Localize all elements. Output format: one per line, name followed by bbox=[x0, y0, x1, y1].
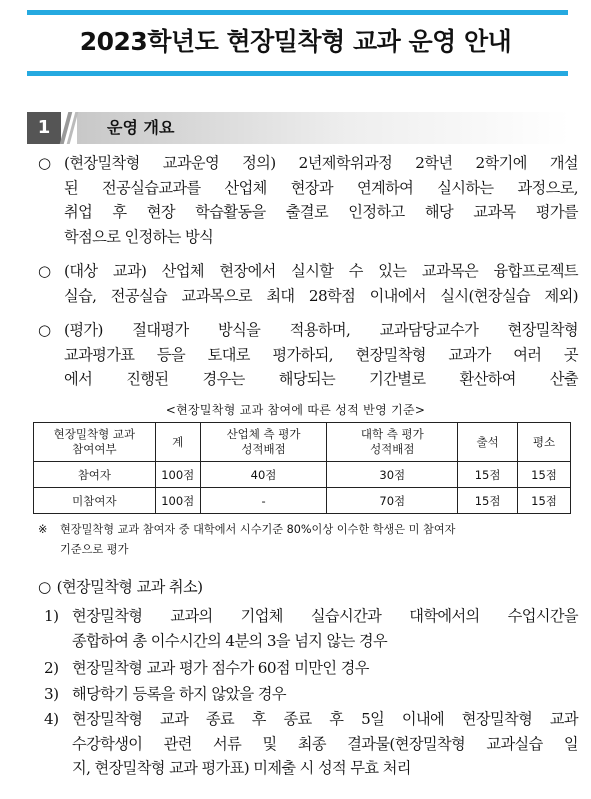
table-cell: 70점 bbox=[327, 488, 458, 514]
table-cell: 30점 bbox=[327, 462, 458, 488]
item-line: 지, 현장밀착형 교과 평가표) 미제출 시 성적 무효 처리 bbox=[72, 759, 411, 777]
item-line: 종합하여 총 이수시간의 4분의 3을 넘지 않는 경우 bbox=[72, 631, 388, 650]
header-attendance: 출석 bbox=[458, 423, 518, 462]
table-cell: 40점 bbox=[200, 462, 327, 488]
bullet-circle-icon: ○ bbox=[38, 154, 51, 172]
bullet-circle-icon: ○ bbox=[38, 262, 51, 280]
paragraph-line: (대상 교과) 산업체 현장에서 실시할 수 있는 교과목은 융합프로젝트 bbox=[64, 262, 578, 280]
table-cell: 참여자 bbox=[34, 462, 156, 488]
table-footnote bbox=[38, 520, 578, 560]
table-cell: 15점 bbox=[458, 488, 518, 514]
paragraph-line: 에서 진행된 경우는 해당되는 기간별로 환산하여 산출 bbox=[64, 370, 578, 388]
table-cell: 15점 bbox=[458, 462, 518, 488]
footnote-line: 현장밀착형 교과 참여자 중 대학에서 시수기준 80%이상 이수한 학생은 미 참여자 bbox=[60, 523, 456, 536]
item-number: 3) bbox=[44, 685, 59, 703]
reference-mark-icon: ※ bbox=[38, 523, 48, 536]
header-company-eval: 산업체 측 평가 성적배점 bbox=[200, 423, 327, 462]
page-title: 2023학년도 현장밀착형 교과 운영 안내 bbox=[79, 27, 512, 56]
title-bottom-rule bbox=[27, 71, 568, 76]
table-cell: 15점 bbox=[518, 462, 571, 488]
item-line: 현장밀착형 교과 종료 후 종료 후 5일 이내에 현장밀착형 교과 bbox=[72, 710, 578, 728]
cancel-item bbox=[44, 682, 578, 707]
paragraph-line: 된 전공실습교과를 산업체 현장과 연계하여 실시하는 과정으로, bbox=[64, 178, 578, 197]
table-header-row bbox=[34, 423, 571, 462]
table-cell: 15점 bbox=[518, 488, 571, 514]
header-participation: 현장밀착형 교과 참여여부 bbox=[34, 423, 156, 462]
title-top-rule bbox=[27, 10, 568, 15]
cancel-item bbox=[44, 604, 578, 653]
table-caption: <현장밀착형 교과 참여에 따른 성적 반영 기준> bbox=[165, 403, 426, 417]
overview-evaluation bbox=[38, 318, 578, 392]
item-line: 해당학기 등록을 하지 않았을 경우 bbox=[72, 685, 286, 703]
paragraph-line: (현장밀착형 교과운영 정의) 2년제학위과정 2학년 2학기에 개설 bbox=[64, 154, 578, 172]
item-number: 1) bbox=[44, 607, 59, 625]
cancel-item bbox=[44, 707, 578, 781]
overview-target-course bbox=[38, 259, 578, 308]
paragraph-line: 실습, 전공실습 교과목으로 최대 28학점 이내에서 실시(현장실습 제외) bbox=[64, 286, 578, 305]
section-title: 운영 개요 bbox=[107, 118, 175, 137]
table-row bbox=[34, 462, 571, 488]
table-cell: 100점 bbox=[155, 462, 200, 488]
paragraph-line: 교과평가표 등을 토대로 평가하되, 현장밀착형 교과가 여러 곳 bbox=[64, 345, 578, 364]
paragraph-line: 취업 후 현장 학습활동을 출결로 인정하고 해당 교과목 평가를 bbox=[64, 203, 578, 221]
item-line: 수강학생이 관련 서류 및 최종 결과물(현장밀착형 교과실습 일 bbox=[72, 734, 578, 753]
table-cell: 미참여자 bbox=[34, 488, 156, 514]
header-total: 계 bbox=[155, 423, 200, 462]
item-number: 4) bbox=[44, 710, 59, 728]
table-cell: 100점 bbox=[155, 488, 200, 514]
item-line: 현장밀착형 교과의 기업체 실습시간과 대학에서의 수업시간을 bbox=[72, 607, 578, 625]
item-line: 현장밀착형 교과 평가 점수가 60점 미만인 경우 bbox=[72, 659, 369, 677]
table-cell: - bbox=[200, 488, 327, 514]
cancel-heading bbox=[38, 575, 202, 599]
item-number: 2) bbox=[44, 659, 59, 677]
paragraph-line: (평가) 절대평가 방식을 적용하며, 교과담당교수가 현장밀착형 bbox=[64, 321, 578, 339]
section-number: 1 bbox=[27, 112, 61, 144]
grading-table bbox=[33, 422, 571, 514]
section-header bbox=[27, 112, 570, 144]
cancel-title: (현장밀착형 교과 취소) bbox=[56, 578, 203, 596]
bullet-circle-icon: ○ bbox=[38, 578, 51, 596]
header-usual: 평소 bbox=[518, 423, 571, 462]
bullet-circle-icon: ○ bbox=[38, 321, 51, 339]
table-row bbox=[34, 488, 571, 514]
header-university-eval: 대학 측 평가 성적배점 bbox=[327, 423, 458, 462]
overview-definition bbox=[38, 151, 578, 249]
cancel-item bbox=[44, 656, 578, 681]
paragraph-line: 학점으로 인정하는 방식 bbox=[64, 227, 214, 246]
footnote-line: 기준으로 평가 bbox=[60, 543, 129, 556]
